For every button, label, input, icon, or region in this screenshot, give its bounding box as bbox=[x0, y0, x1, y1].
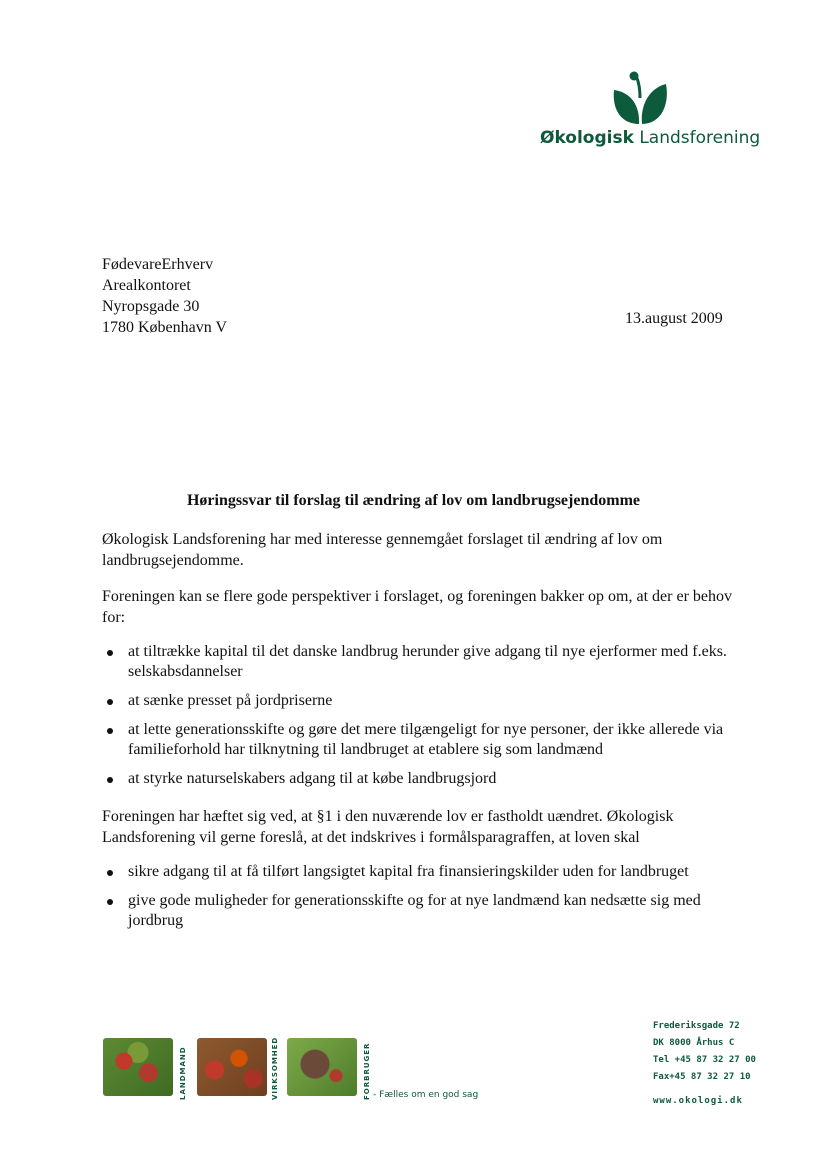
recipient-address bbox=[102, 254, 227, 338]
address-line: 1780 København V bbox=[102, 319, 228, 336]
list-item: at sænke presset på jordpriserne bbox=[102, 691, 742, 711]
list-item: sikre adgang til at få tilført langsigtet kapital fra finansieringskilder uden for landbruget bbox=[102, 862, 742, 882]
list-item: at tiltrække kapital til det danske landbrug herunder give adgang til nye ejerformer med f.eks. selskabsdannelser bbox=[102, 642, 742, 682]
organization-logo bbox=[540, 68, 761, 158]
leaf-logo-icon bbox=[606, 68, 676, 126]
consumer-photo bbox=[287, 1038, 357, 1096]
address-line: Nyropsgade 30 bbox=[102, 298, 200, 315]
footer-slogan: - Fælles om en god sag bbox=[373, 1090, 479, 1100]
paragraph-intro: Økologisk Landsforening har med interesse gennemgået forslaget til ændring af lov om landbrugsejendomme. bbox=[102, 531, 663, 569]
paragraph-perspectives: Foreningen kan se flere gode perspektiver i forslaget, og foreningen bakker op om, at der er behov for: bbox=[102, 588, 732, 626]
contact-city: DK 8000 Århus C bbox=[653, 1038, 735, 1048]
contact-website: www.okologi.dk bbox=[653, 1096, 743, 1106]
contact-phone: Tel +45 87 32 27 00 bbox=[653, 1055, 756, 1065]
contact-street: Frederiksgade 72 bbox=[653, 1021, 740, 1031]
address-line: Arealkontoret bbox=[102, 277, 191, 294]
contact-fax: Fax+45 87 32 27 10 bbox=[653, 1072, 751, 1082]
produce-photo bbox=[197, 1038, 267, 1096]
bullet-list-proposals bbox=[102, 862, 742, 940]
list-item: at lette generationsskifte og gøre det mere tilgængeligt for nye personer, der ikke allerede via familieforhold har tilknytning til landbruget at etablere sig som landmænd bbox=[102, 720, 742, 760]
list-item: give gode muligheder for generationsskifte og for at nye landmænd kan nedsætte sig med jordbrug bbox=[102, 891, 742, 931]
address-line: FødevareErhverv bbox=[102, 256, 214, 273]
letter-subject: Høringssvar til forslag til ændring af lov om landbrugsejendomme bbox=[186, 492, 641, 509]
letter-date: 13.august 2009 bbox=[625, 310, 723, 327]
paragraph-section1: Foreningen har hæftet sig ved, at §1 i den nuværende lov er fastholdt uændret. Økologisk Landsforening vil gerne foreslå, at det indskrives i formålsparagraffen, at loven skal bbox=[102, 808, 674, 846]
apples-photo bbox=[103, 1038, 173, 1096]
footer-label-forbruger: FORBRUGER bbox=[363, 1042, 371, 1100]
contact-block bbox=[653, 1018, 756, 1110]
list-item: at styrke naturselskabers adgang til at købe landbrugsjord bbox=[102, 769, 742, 789]
bullet-list-needs bbox=[102, 642, 742, 798]
footer-label-virksomhed: VIRKSOMHED bbox=[271, 1036, 279, 1100]
footer-label-landmand: LANDMAND bbox=[179, 1046, 187, 1100]
logo-wordmark: Økologisk Landsforening bbox=[540, 128, 761, 148]
footer-photo-strip bbox=[103, 1038, 483, 1102]
